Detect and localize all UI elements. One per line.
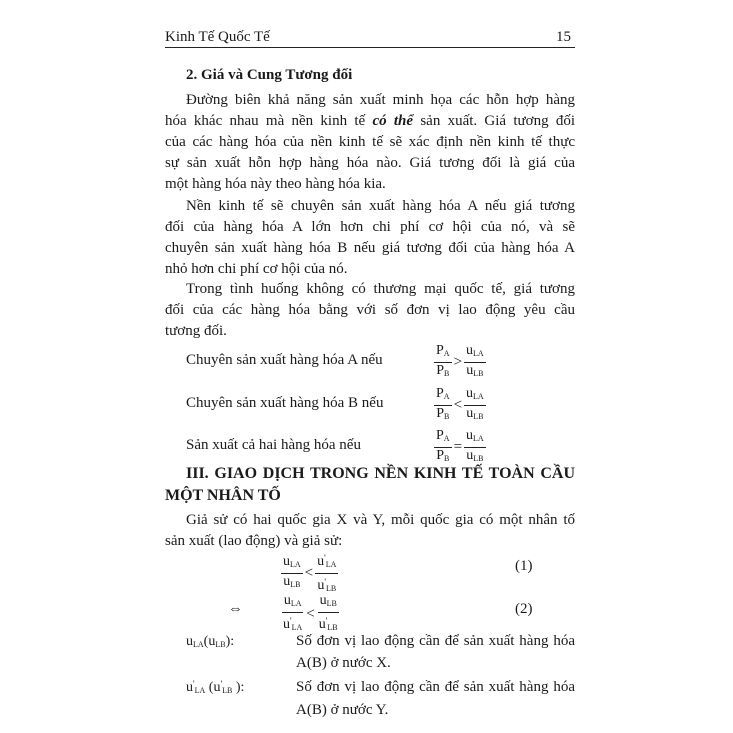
section-heading: MỘT NHÂN TỐ <box>165 487 281 504</box>
equivalence-icon: ⇔ <box>228 601 243 617</box>
condition-label: Chuyên sản xuất hàng hóa B nếu <box>186 395 384 411</box>
definition-term: $u_{LA}(u_{LB})$: <box>186 634 235 649</box>
condition-label: Sản xuất cả hai hàng hóa nếu <box>186 437 361 453</box>
text: hóa khác nhau mà nền kinh tế <box>165 113 373 129</box>
paragraph-line: Nền kinh tế sẽ chuyên sản xuất hàng hóa A nếu giá tương <box>186 198 575 214</box>
paragraph-line: Trong tình huống không có thương mại quốc tế, giá tương <box>186 281 575 297</box>
equation-2: $\frac{u_{LA}}{u'_{LA}}$ < $\frac{u_{LB}}{u'_{LB}}$ <box>283 593 338 632</box>
condition-label: Chuyên sản xuất hàng hóa A nếu <box>186 352 383 368</box>
emphasis: có thể <box>372 113 414 129</box>
header-rule <box>165 47 575 48</box>
section-heading: 2. Giá và Cung Tương đối <box>186 67 353 83</box>
condition-formula: $\frac{P_A}{P_B}$ > $\frac{u_{LA}}{u_{LB}}$ <box>436 343 484 378</box>
paragraph-line: tương đối. <box>165 323 227 339</box>
paragraph-line: Đường biên khả năng sản xuất minh họa các hỗn hợp hàng <box>186 92 575 108</box>
definition-text: Số đơn vị lao động cần để sản xuất hàng hóa <box>296 679 575 695</box>
paragraph-line: Giả sử có hai quốc gia X và Y, mỗi quốc gia có một nhân tố <box>186 512 575 528</box>
paragraph-line: sự sản xuất hỗn hợp hàng hóa nào. Giá tương đối là giá của <box>165 155 575 171</box>
section-heading: III. GIAO DỊCH TRONG NỀN KINH TẾ TOÀN CẦU <box>186 465 575 482</box>
equation-number: (1) <box>515 558 533 574</box>
running-header-title: Kinh Tế Quốc Tế <box>165 29 270 45</box>
paragraph-line: đối của các hàng hóa bằng với số đơn vị lao động yêu cầu <box>165 302 575 318</box>
text: sản xuất. Giá tương đối <box>413 113 576 129</box>
paragraph-line: sản xuất (lao động) và giả sử: <box>165 533 343 549</box>
paragraph-line <box>165 112 575 130</box>
definition-text: A(B) ở nước Y. <box>296 702 389 718</box>
definition-term: $u'_{LA}$ ($u'_{LB}$ ): <box>186 679 245 695</box>
paragraph-line: chuyên sản xuất hàng hóa B nếu giá tương đối của hàng hóa A <box>165 240 575 256</box>
definition-text: A(B) ở nước X. <box>296 655 391 671</box>
definition-text: Số đơn vị lao động cần để sản xuất hàng hóa <box>296 633 575 649</box>
paragraph-line: một hàng hóa này theo hàng hóa kia. <box>165 176 386 192</box>
condition-formula: $\frac{P_A}{P_B}$ = $\frac{u_{LA}}{u_{LB}}$ <box>436 428 484 463</box>
page-number: 15 <box>556 29 571 45</box>
paragraph-line: nhỏ hơn chi phí cơ hội của nó. <box>165 261 348 277</box>
paragraph-line: của các hàng hóa của nền kinh tế sẽ xác định nền kinh tế thực <box>165 134 575 150</box>
condition-formula: $\frac{P_A}{P_B}$ < $\frac{u_{LA}}{u_{LB}}$ <box>436 386 484 421</box>
paragraph-line: đối của hàng hóa A lớn hơn chi phí cơ hội của nó, và sẽ <box>165 219 575 235</box>
equation-number: (2) <box>515 601 533 617</box>
equation-1: $\frac{u_{LA}}{u_{LB}}$ < $\frac{u'_{LA}}{u'_{LB}}$ <box>281 550 338 597</box>
